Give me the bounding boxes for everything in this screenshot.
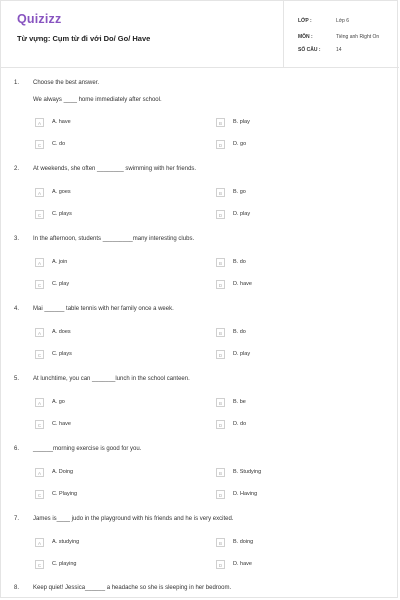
meta-key: SỐ CÂU : bbox=[298, 47, 321, 53]
option-letter-box: D bbox=[216, 350, 225, 359]
answer-option[interactable] bbox=[35, 140, 185, 150]
question-number: 8. bbox=[14, 585, 20, 591]
option-text: D. Having bbox=[233, 491, 258, 497]
option-text: A. go bbox=[52, 399, 65, 405]
meta-value: 14 bbox=[336, 47, 342, 53]
question-text: At weekends, she often ________ swimming with her friends. bbox=[33, 166, 197, 172]
answer-option[interactable] bbox=[216, 350, 366, 360]
option-letter-box: C bbox=[35, 420, 44, 429]
question-text: At lunchtime, you can _______lunch in the school canteen. bbox=[33, 376, 190, 382]
worksheet-header bbox=[1, 1, 399, 68]
option-text: B. play bbox=[233, 119, 250, 125]
option-letter-box: A bbox=[35, 258, 44, 267]
option-letter-box: D bbox=[216, 280, 225, 289]
option-letter-box: C bbox=[35, 280, 44, 289]
option-text: C. play bbox=[52, 281, 70, 287]
answer-option[interactable] bbox=[216, 328, 366, 338]
option-text: C. plays bbox=[52, 211, 72, 217]
option-letter-box: B bbox=[216, 538, 225, 547]
question-text: ______morning exercise is good for you. bbox=[33, 446, 142, 452]
option-letter-box: D bbox=[216, 140, 225, 149]
answer-option[interactable] bbox=[216, 118, 366, 128]
question-number: 4. bbox=[14, 306, 20, 312]
question-number: 1. bbox=[14, 80, 20, 86]
option-letter-box: C bbox=[35, 350, 44, 359]
option-letter-box: C bbox=[35, 490, 44, 499]
question-number: 3. bbox=[14, 236, 20, 242]
option-text: C. plays bbox=[52, 351, 72, 357]
option-letter-box: A bbox=[35, 118, 44, 127]
answer-option[interactable] bbox=[216, 538, 366, 548]
worksheet-meta bbox=[283, 1, 400, 67]
question-text: Mai ______ table tennis with her family once a week. bbox=[33, 306, 174, 312]
answer-option[interactable] bbox=[216, 490, 366, 500]
answer-option[interactable] bbox=[35, 118, 185, 128]
question-number: 7. bbox=[14, 516, 20, 522]
option-text: D. play bbox=[233, 211, 251, 217]
option-letter-box: C bbox=[35, 210, 44, 219]
answer-option[interactable] bbox=[216, 210, 366, 220]
option-letter-box: D bbox=[216, 560, 225, 569]
option-text: D. do bbox=[233, 421, 247, 427]
option-text: A. have bbox=[52, 119, 71, 125]
answer-option[interactable] bbox=[216, 560, 366, 570]
option-letter-box: B bbox=[216, 188, 225, 197]
answer-option[interactable] bbox=[35, 420, 185, 430]
option-letter-box: B bbox=[216, 328, 225, 337]
answer-option[interactable] bbox=[216, 188, 366, 198]
option-text: C. have bbox=[52, 421, 71, 427]
option-text: D. go bbox=[233, 141, 247, 147]
answer-option[interactable] bbox=[216, 398, 366, 408]
option-text: A. Doing bbox=[52, 469, 74, 475]
option-text: B. Studying bbox=[233, 469, 262, 475]
option-letter-box: A bbox=[35, 188, 44, 197]
option-letter-box: C bbox=[35, 560, 44, 569]
question-text: James is____ judo in the playground with his friends and he is very excited. bbox=[33, 516, 234, 522]
answer-option[interactable] bbox=[35, 468, 185, 478]
answer-option[interactable] bbox=[35, 210, 185, 220]
question-text: Keep quiet! Jessica______ a headache so she is sleeping in her bedroom. bbox=[33, 585, 232, 591]
option-text: D. have bbox=[233, 561, 252, 567]
option-letter-box: A bbox=[35, 538, 44, 547]
answer-option[interactable] bbox=[216, 258, 366, 268]
answer-option[interactable] bbox=[216, 140, 366, 150]
question-text: Choose the best answer. bbox=[33, 80, 100, 86]
question-number: 5. bbox=[14, 376, 20, 382]
question-text: In the afternoon, students _________many interesting clubs. bbox=[33, 236, 195, 242]
option-letter-box: D bbox=[216, 210, 225, 219]
option-text: A. studying bbox=[52, 539, 80, 545]
option-letter-box: C bbox=[35, 140, 44, 149]
option-text: B. be bbox=[233, 399, 246, 405]
option-letter-box: D bbox=[216, 490, 225, 499]
answer-option[interactable] bbox=[216, 280, 366, 290]
answer-option[interactable] bbox=[35, 280, 185, 290]
option-text: A. join bbox=[52, 259, 68, 265]
answer-option[interactable] bbox=[35, 538, 185, 548]
option-text: D. play bbox=[233, 351, 251, 357]
answer-option[interactable] bbox=[35, 398, 185, 408]
meta-value: Lớp 6 bbox=[336, 18, 350, 24]
option-text: A. does bbox=[52, 329, 71, 335]
answer-option[interactable] bbox=[35, 490, 185, 500]
answer-option[interactable] bbox=[216, 420, 366, 430]
option-text: B. do bbox=[233, 259, 246, 265]
option-letter-box: B bbox=[216, 398, 225, 407]
answer-option[interactable] bbox=[35, 258, 185, 268]
option-letter-box: D bbox=[216, 420, 225, 429]
meta-key: MÔN : bbox=[298, 34, 313, 40]
option-text: C. do bbox=[52, 141, 66, 147]
option-text: D. have bbox=[233, 281, 252, 287]
answer-option[interactable] bbox=[35, 188, 185, 198]
option-text: B. doing bbox=[233, 539, 254, 545]
option-text: B. go bbox=[233, 189, 246, 195]
answer-option[interactable] bbox=[35, 328, 185, 338]
quizizz-logo: Quizizz bbox=[17, 12, 62, 26]
question-number: 6. bbox=[14, 446, 20, 452]
option-text: B. do bbox=[233, 329, 246, 335]
answer-option[interactable] bbox=[216, 468, 366, 478]
question-number: 2. bbox=[14, 166, 20, 172]
option-letter-box: B bbox=[216, 118, 225, 127]
option-text: A. goes bbox=[52, 189, 71, 195]
worksheet-title: Từ vựng: Cụm từ đi với Do/ Go/ Have bbox=[17, 34, 151, 43]
option-letter-box: A bbox=[35, 468, 44, 477]
meta-key: LỚP : bbox=[298, 18, 312, 24]
meta-value: Tiếng anh Right On bbox=[336, 34, 380, 40]
option-text: C. playing bbox=[52, 561, 77, 567]
option-letter-box: A bbox=[35, 398, 44, 407]
answer-option[interactable] bbox=[35, 350, 185, 360]
option-letter-box: B bbox=[216, 258, 225, 267]
question-prompt: We always ____ home immediately after school. bbox=[33, 97, 162, 103]
option-text: C. Playing bbox=[52, 491, 78, 497]
option-letter-box: A bbox=[35, 328, 44, 337]
option-letter-box: B bbox=[216, 468, 225, 477]
answer-option[interactable] bbox=[35, 560, 185, 570]
